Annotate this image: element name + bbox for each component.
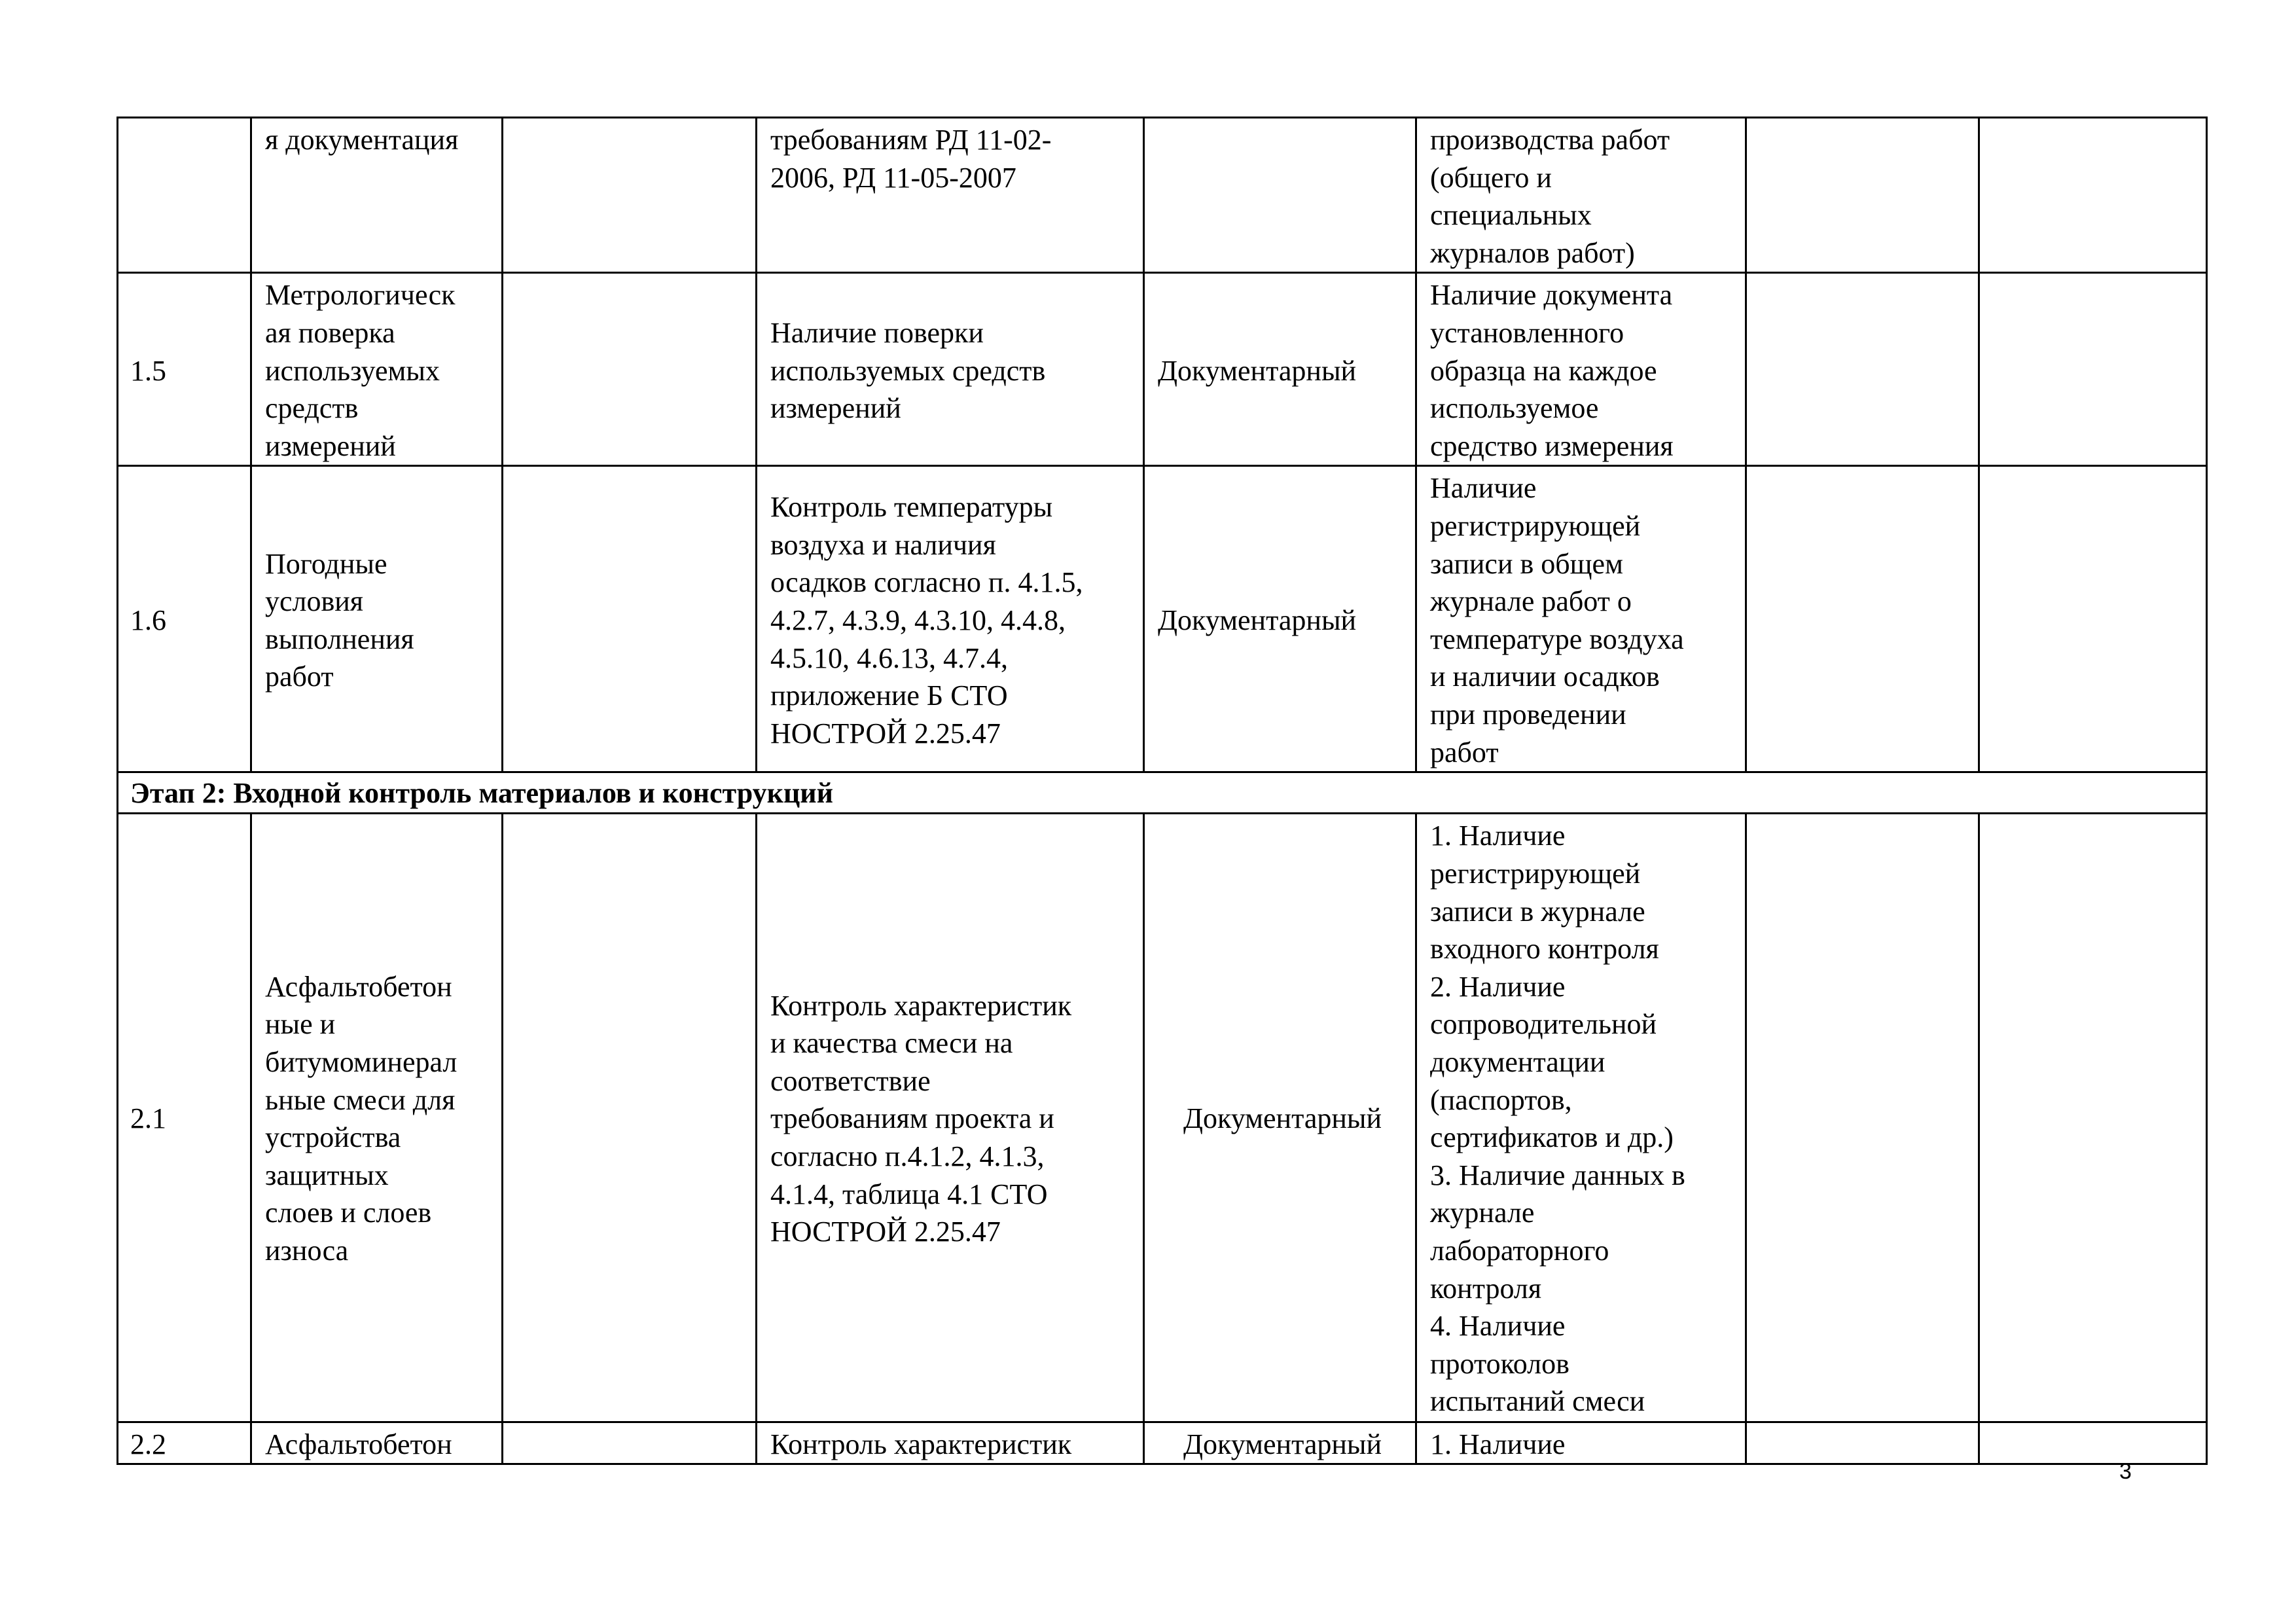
method-cell [1144,118,1416,273]
empty-cell [1746,1422,1979,1464]
empty-cell [503,273,757,466]
requirement-cell: Наличие поверки используемых средств измерений [757,273,1144,466]
name-cell: Метрологическ ая поверка используемых средств измерений [251,273,503,466]
name-cell: Асфальтобетон [251,1422,503,1464]
empty-cell [1746,813,1979,1422]
name-cell: Асфальтобетон ные и битумоминерал ьные смеси для устройства защитных слоев и слоев износа [251,813,503,1422]
number-cell: 2.1 [118,813,251,1422]
table-row-2-2 [118,1422,2207,1464]
empty-cell [1979,1422,2207,1464]
empty-cell [503,466,757,772]
method-cell: Документарный [1144,273,1416,466]
requirement-cell: Контроль характеристик и качества смеси на соответствие требованиям проекта и согласно п.4.1.2, 4.1.3, 4.1.4, таблица 4.1 СТО НОСТРОЙ 2.25.47 [757,813,1144,1422]
number-cell: 2.2 [118,1422,251,1464]
name-cell: я документация [251,118,503,273]
control-table [117,117,2208,1465]
number-cell: 1.6 [118,466,251,772]
empty-cell [503,118,757,273]
empty-cell [1746,118,1979,273]
empty-cell [1979,118,2207,273]
table-row-1-5 [118,273,2207,466]
result-cell: 1. Наличие [1416,1422,1746,1464]
result-cell: 1. Наличие регистрирующей записи в журнале входного контроля 2. Наличие сопроводительной документации (паспортов, сертификатов и др.) 3. Наличие данных в журнале лабораторного контроля 4. Наличие протоколов испытаний смеси [1416,813,1746,1422]
table-row-2-1 [118,813,2207,1422]
empty-cell [1746,466,1979,772]
stage-heading: Этап 2: Входной контроль материалов и конструкций [118,772,2207,814]
method-cell: Документарный [1144,813,1416,1422]
empty-cell [1746,273,1979,466]
result-cell: Наличие регистрирующей записи в общем журнале работ о температуре воздуха и наличии осадков при проведении работ [1416,466,1746,772]
result-cell: производства работ (общего и специальных журналов работ) [1416,118,1746,273]
empty-cell [1979,466,2207,772]
table-row-1-6 [118,466,2207,772]
number-cell [118,118,251,273]
method-cell: Документарный [1144,466,1416,772]
empty-cell [503,1422,757,1464]
method-cell: Документарный [1144,1422,1416,1464]
requirement-cell: требованиям РД 11-02- 2006, РД 11-05-2007 [757,118,1144,273]
number-cell: 1.5 [118,273,251,466]
stage-row [118,772,2207,814]
requirement-cell: Контроль температуры воздуха и наличия осадков согласно п. 4.1.5, 4.2.7, 4.3.9, 4.3.10, 4.4.8, 4.5.10, 4.6.13, 4.7.4, приложение Б СТО НОСТРОЙ 2.25.47 [757,466,1144,772]
requirement-cell: Контроль характеристик [757,1422,1144,1464]
page-number: 3 [2119,1459,2132,1484]
empty-cell [503,813,757,1422]
empty-cell [1979,273,2207,466]
result-cell: Наличие документа установленного образца на каждое используемое средство измерения [1416,273,1746,466]
empty-cell [1979,813,2207,1422]
name-cell: Погодные условия выполнения работ [251,466,503,772]
table-row-continued [118,118,2207,273]
